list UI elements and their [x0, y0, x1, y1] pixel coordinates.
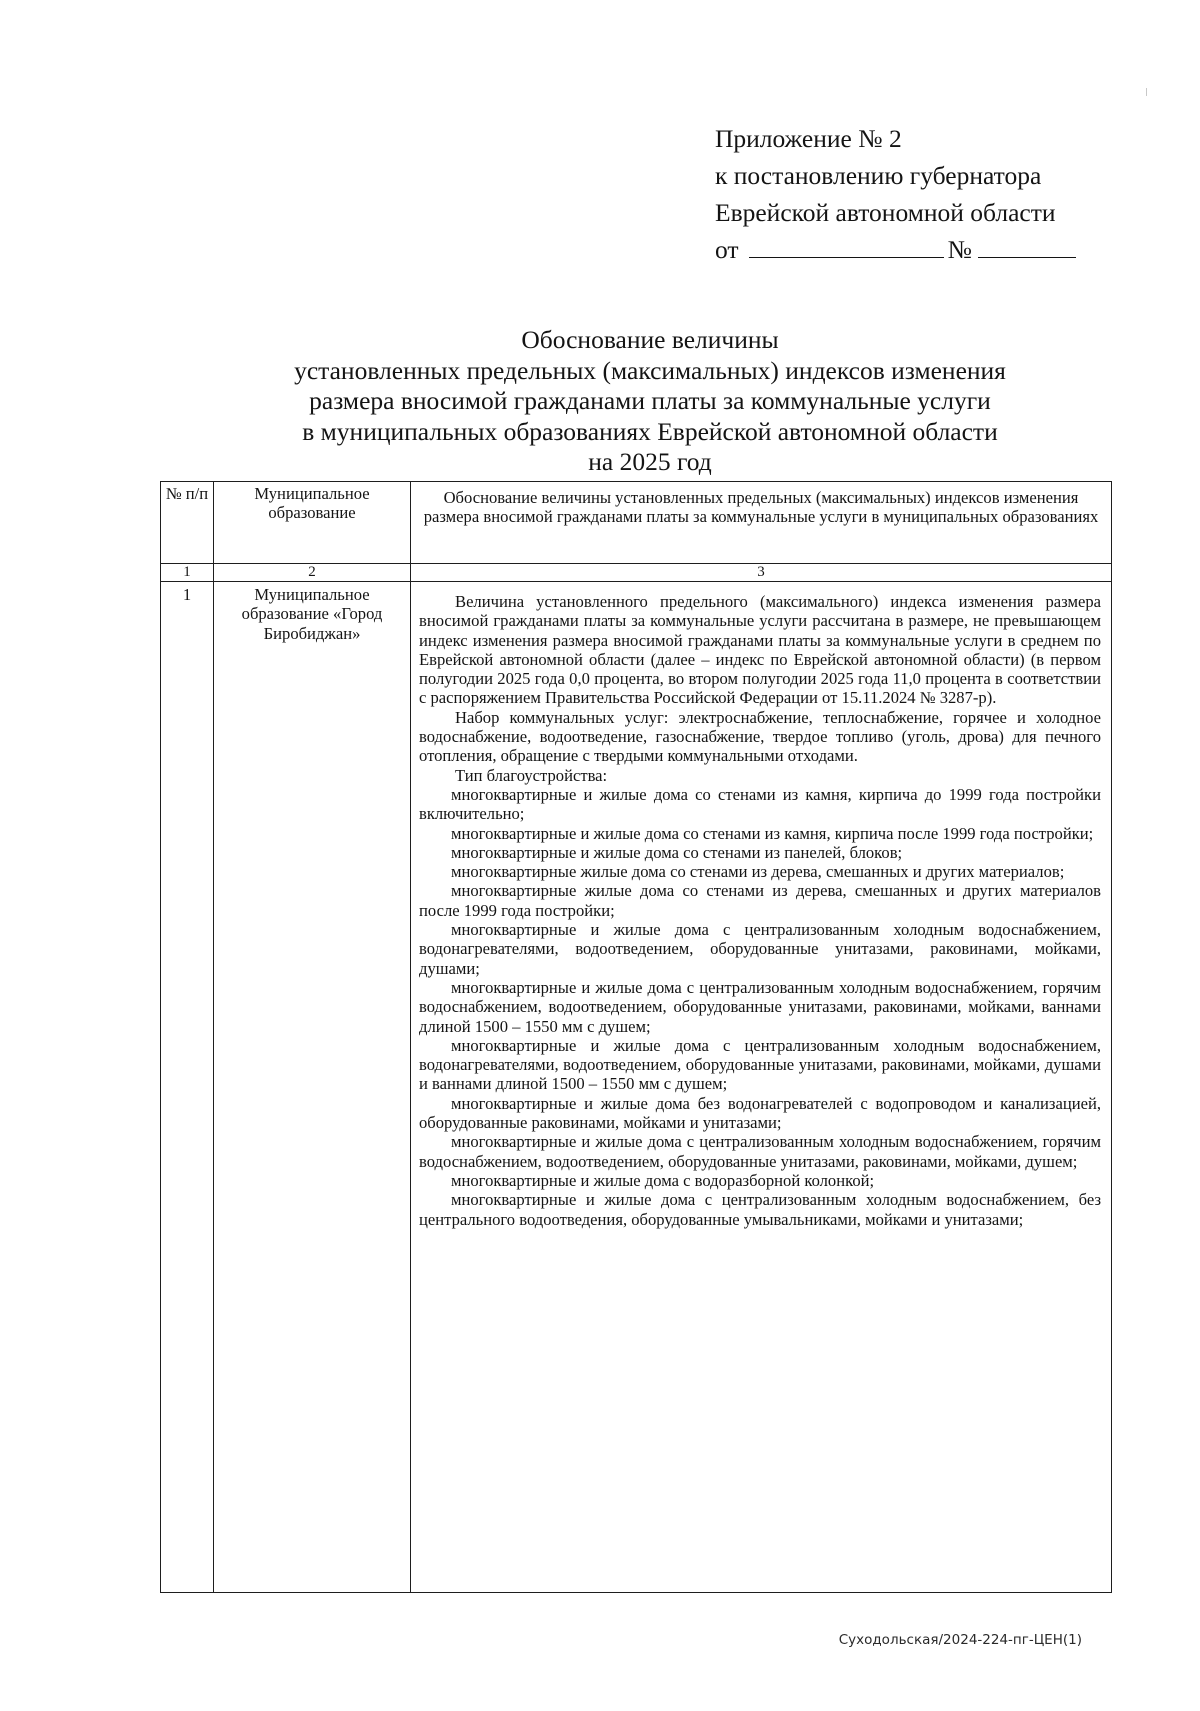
- improvement-type-item: многоквартирные и жилые дома с централизованным холодным водоснабжением, водонагревателями, водоотведением, оборудованные унитазами, раковинами, мойками, душами;: [419, 920, 1101, 978]
- header-municipality-cell: [214, 482, 411, 564]
- improvement-type-item: многоквартирные жилые дома со стенами из дерева, смешанных и других материалов после 1999 года постройки;: [419, 881, 1101, 920]
- header-number-cell: [161, 482, 214, 564]
- date-blank: [749, 235, 944, 258]
- date-prefix: от: [715, 235, 739, 264]
- document-stamp: Суходольская/2024-224-пг-ЦЕН(1): [838, 1632, 1082, 1648]
- column-number-row: [161, 564, 1112, 582]
- title-line-1: Обоснование величины: [521, 325, 779, 354]
- title-line-5: на 2025 год: [588, 447, 712, 476]
- appendix-block: [715, 120, 1155, 268]
- number-blank: [978, 235, 1076, 258]
- improvement-type-item: многоквартирные жилые дома со стенами из дерева, смешанных и других материалов;: [451, 862, 1065, 882]
- number-sign: №: [947, 235, 972, 264]
- services-paragraph: Набор коммунальных услуг: электроснабжение, теплоснабжение, горячее и холодное водоснабжение, водоотведение, газоснабжение, твердое топливо (уголь, дрова) для печного отопления, обращение с твердыми коммунальными отходами.: [419, 707, 1101, 766]
- improvement-type-item: многоквартирные и жилые дома со стенами из камня, кирпича после 1999 года постройки;: [451, 823, 1094, 843]
- scan-speck: [1146, 88, 1147, 96]
- improvement-type-item: многоквартирные и жилые дома с централизованным холодным водоснабжением, горячим водоснабжением, водоотведением, оборудованные унитазами, раковинами, мойками, ваннами длиной 1500 – 1550 мм с душем;: [419, 977, 1101, 1036]
- document-title: [160, 325, 1140, 478]
- improvement-type-item: многоквартирные и жилые дома без водонагревателей с водопроводом и канализацией, оборудованные раковинами, мойками и унитазами;: [419, 1093, 1101, 1133]
- improvement-type-item: многоквартирные и жилые дома со стенами из камня, кирпича до 1999 года постройки включительно;: [419, 784, 1101, 824]
- table-row: [161, 582, 1112, 1593]
- header-number: № п/п: [165, 484, 209, 503]
- header-justification-cell: [411, 482, 1112, 564]
- justification-table: [160, 481, 1112, 1593]
- improvement-type-item: многоквартирные и жилые дома с централизованным холодным водоснабжением, водонагревателями, водоотведением, оборудованные унитазами, раковинами, мойками, душами и ваннами длиной 1500 – 1550 мм с душем;: [419, 1035, 1101, 1094]
- column-number-2: 2: [214, 564, 411, 582]
- title-line-2: установленных предельных (максимальных) индексов изменения: [294, 355, 1006, 385]
- row-municipality: Муниципальное образование «Город Биробиджан»: [214, 582, 411, 1593]
- appendix-reference: к постановлению губернатора: [715, 161, 1042, 190]
- improvement-type-item: многоквартирные и жилые дома с водоразборной колонкой;: [451, 1170, 875, 1190]
- column-number-3: 3: [411, 564, 1112, 582]
- row-number: 1: [161, 582, 214, 1593]
- title-line-4: в муниципальных образованиях Еврейской автономной области: [302, 416, 998, 446]
- header-justification: Обоснование величины установленных предельных (максимальных) индексов изменения размера вносимой гражданами платы за коммунальные услуги в муниципальных образованиях: [423, 488, 1099, 527]
- table-header-row: [161, 482, 1112, 564]
- row-justification: [411, 582, 1112, 1593]
- column-number-1: 1: [161, 564, 214, 582]
- appendix-number: Приложение № 2: [715, 124, 902, 153]
- improvement-type-item: многоквартирные и жилые дома со стенами из панелей, блоков;: [451, 842, 903, 862]
- improvement-type-heading: Тип благоустройства:: [455, 765, 608, 785]
- title-line-3: размера вносимой гражданами платы за коммунальные услуги: [309, 386, 991, 415]
- appendix-date-line: [715, 231, 1155, 268]
- improvement-type-item: многоквартирные и жилые дома с централизованным холодным водоснабжением, без центрального водоотведения, оборудованные умывальниками, мойками и унитазами;: [419, 1190, 1101, 1229]
- improvement-type-item: многоквартирные и жилые дома с централизованным холодным водоснабжением, горячим водоснабжением, водоотведением, оборудованные унитазами, раковинами, мойками, душем;: [419, 1132, 1101, 1171]
- header-municipality: Муниципальное образование: [254, 484, 370, 523]
- appendix-region: Еврейской автономной области: [715, 198, 1056, 227]
- index-paragraph: Величина установленного предельного (максимального) индекса изменения размера вносимой гражданами платы за коммунальные услуги рассчитана в размере, не превышающем индекс изменения размера вносимой гражданами платы за коммунальные услуги в среднем по Еврейской автономной области (далее – индекс по Еврейской автономной области) (в первом полугодии 2025 года 0,0 процента, во втором полугодии 2025 года 11,0 процента в соответствии с распоряжением Правительства Российской Федерации от 15.11.2024 № 3287-р).: [419, 592, 1101, 708]
